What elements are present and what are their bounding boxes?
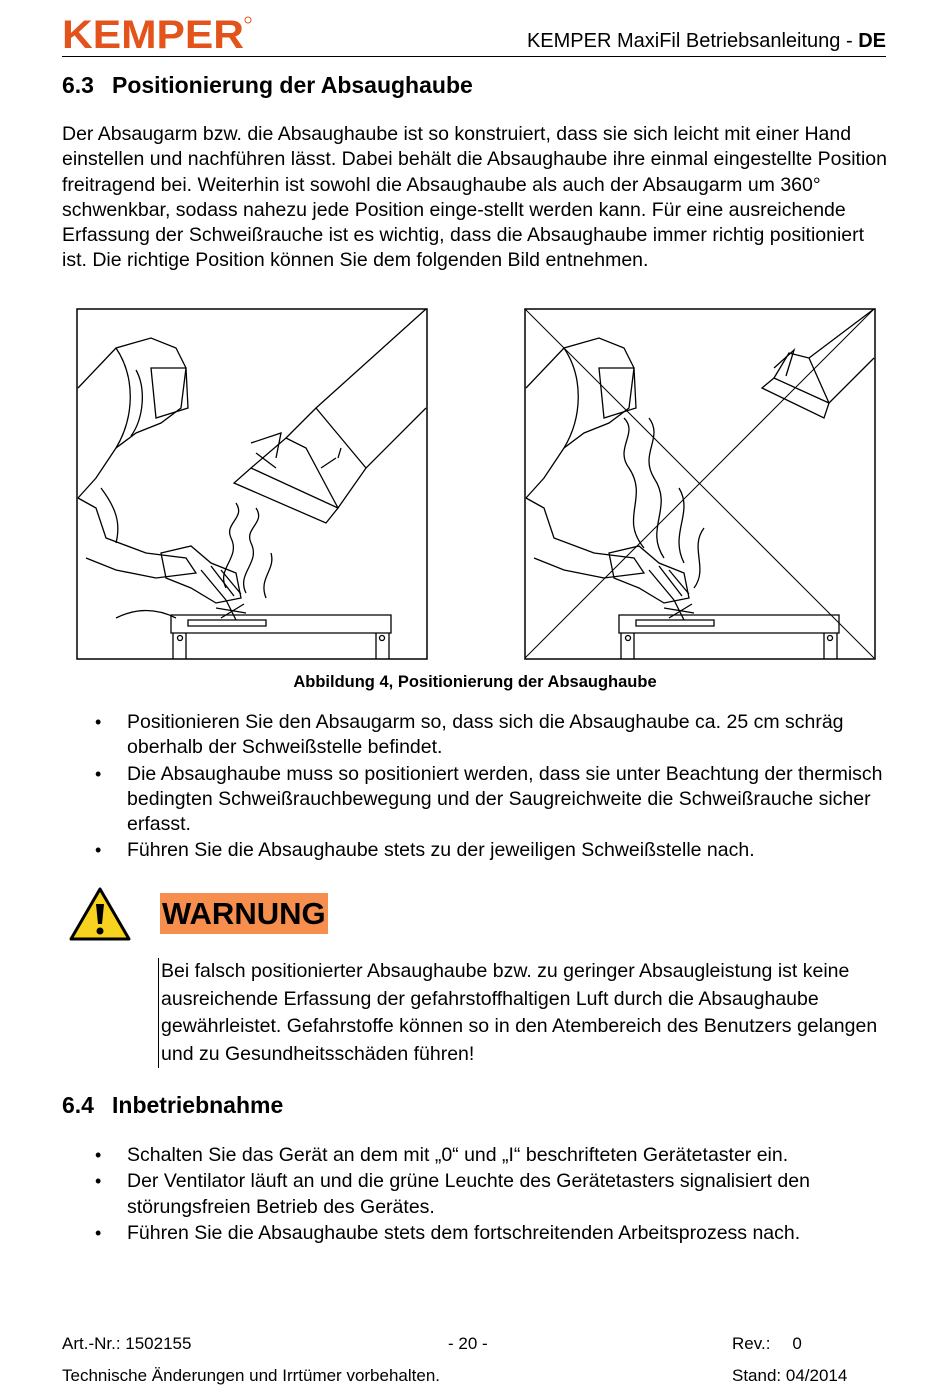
kemper-logo: [62, 14, 252, 54]
section-6-3-bullets: [62, 710, 892, 865]
list-item: • Positionieren Sie den Absaugarm so, dass sich die Absaughaube ca. 25 cm schräg oberhalb der Schweißstelle befindet.: [62, 710, 892, 761]
section-6-4-bullets: [62, 1143, 892, 1247]
list-item: • Führen Sie die Absaughaube stets zu der jeweiligen Schweißstelle nach.: [62, 838, 892, 863]
svg-text:KEMPER: KEMPER: [62, 14, 245, 54]
revision: Rev.: 0: [732, 1334, 802, 1353]
header-title: KEMPER MaxiFil Betriebsanleitung - DE: [526, 30, 886, 52]
section-6-3-paragraph: Der Absaugarm bzw. die Absaughaube ist so konstruiert, dass sie sich leicht mit einer Hand einstellen und nachführen lässt. Dabei behält die Absaughaube ihre einmal eingestellte Position freitragend bei. Weiterhin ist sowohl die Absaughaube als auch der Absaugarm um 360° schwenkbar, sodass nahezu jede Position einge-stellt werden kann. Für eine ausreichende Erfassung der Schweißrauche ist es wichtig, dass die Absaughaube immer richtig positioniert ist. Die richtige Position können Sie dem folgenden Bild entnehmen.: [62, 123, 887, 272]
warning-title: WARNUNG: [160, 893, 328, 934]
language-code: DE: [858, 30, 886, 52]
section-heading-6-4: 6.4 Inbetriebnahme: [62, 1092, 284, 1118]
figure-panel-correct: [77, 309, 427, 659]
figure-panel-incorrect: [525, 309, 875, 659]
warning-text: Bei falsch positionierter Absaughaube bzw. zu geringer Absaugleistung ist keine ausreichende Erfassung der gefahrstoffhaltigen Luft durch die Absaughaube gewährleistet. Gefahrstoffe können so in den Atembereich des Benutzers gelangen und zu Gesundheitsschäden führen!: [158, 958, 896, 1068]
section-heading-6-3: 6.3 Positionierung der Absaughaube: [62, 72, 473, 98]
list-item: • Der Ventilator läuft an und die grüne Leuchte des Gerätetasters signalisiert den störungsfreien Betrieb des Gerätes.: [62, 1169, 892, 1220]
document-date: Stand: 04/2014: [732, 1366, 848, 1385]
list-item: • Schalten Sie das Gerät an dem mit „0“ und „I“ beschrifteten Gerätetaster ein.: [62, 1143, 892, 1168]
figure-caption: Abbildung 4, Positionierung der Absaughaube: [293, 673, 657, 691]
article-number: Art.-Nr.: 1502155: [62, 1334, 192, 1353]
list-item: • Führen Sie die Absaughaube stets dem fortschreitenden Arbeitsprozess nach.: [62, 1221, 892, 1246]
page-number: - 20 -: [448, 1334, 488, 1353]
list-item: • Die Absaughaube muss so positioniert werden, dass sie unter Beachtung der thermisch bedingten Schweißrauchbewegung und der Saugreichweite die Schweißrauche sicher erfasst.: [62, 762, 892, 838]
header-rule: [62, 56, 886, 57]
warning-triangle-icon: [68, 886, 132, 942]
positioning-figure: [76, 308, 876, 660]
disclaimer: Technische Änderungen und Irrtümer vorbehalten.: [62, 1366, 441, 1385]
